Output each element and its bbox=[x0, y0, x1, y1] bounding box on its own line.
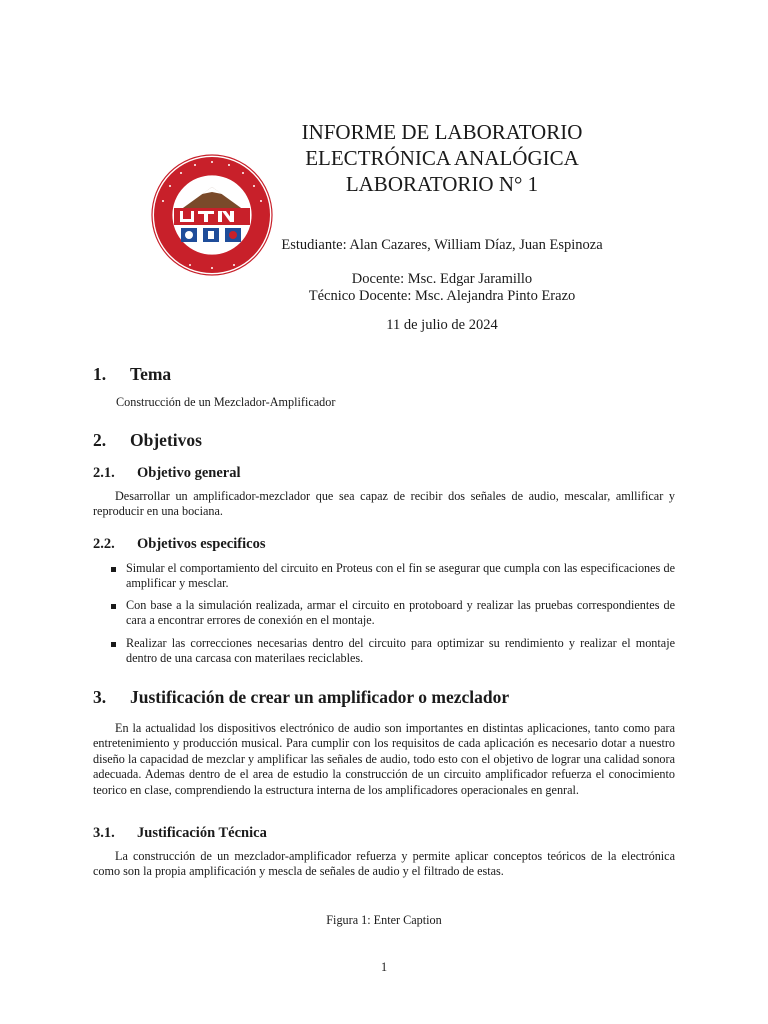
list-item bbox=[111, 598, 675, 629]
section-number: 3. bbox=[93, 687, 107, 707]
page-number: 1 bbox=[380, 960, 388, 974]
list-item bbox=[111, 636, 675, 667]
list-item-text: Con base a la simulación realizada, armar el circuito en protoboard y realizar las pruebas correspondientes de cara a encontrar errores de conexión en el montaje. bbox=[126, 598, 675, 628]
bullet-marker bbox=[111, 642, 116, 647]
section-title: Objetivos bbox=[130, 430, 202, 450]
subsection-2-1-heading bbox=[93, 464, 241, 482]
subsection-2-2-heading bbox=[93, 535, 265, 553]
subsection-number: 2.1. bbox=[93, 465, 115, 481]
subsection-title: Objetivo general bbox=[137, 465, 241, 481]
technical-teacher-line: Técnico Docente: Msc. Alejandra Pinto Erazo bbox=[308, 288, 576, 304]
university-logo bbox=[150, 153, 274, 277]
section-3-body: En la actualidad los dispositivos electrónico de audio son importantes en distintas aplicaciones, tanto como para entretenimiento y producción musical. Para cumplir con los requisitos de cada aplicación es necesario dotar a nuestro diseño la capacidad de mezclar y amplificar las señales de audio, todo esto con el objetivo de lograr una calidad sonora adecuada. Ademas dentro de el area de estudio la construcción de un circuito amplificador refuerza el conocimiento teorico en clase, comprendiendo la estructura interna de los amplificadores operacionales en genral. bbox=[93, 721, 675, 797]
report-title-line-1: INFORME DE LABORATORIO bbox=[301, 120, 583, 144]
section-number: 1. bbox=[93, 364, 107, 384]
date-line: 11 de julio de 2024 bbox=[386, 317, 498, 333]
section-title: Justificación de crear un amplificador o mezclador bbox=[130, 687, 510, 707]
report-title-line-2: ELECTRÓNICA ANALÓGICA bbox=[305, 146, 579, 170]
bullet-marker bbox=[111, 604, 116, 609]
section-1-heading bbox=[93, 363, 171, 385]
list-item bbox=[111, 561, 675, 592]
list-item-text: Simular el comportamiento del circuito en Proteus con el fin se asegurar que cumpla con las especificaciones de amplificar y mesclar. bbox=[126, 561, 675, 591]
section-title: Tema bbox=[130, 364, 172, 384]
subsection-title: Justificación Técnica bbox=[137, 825, 267, 841]
report-title-line-3: LABORATORIO N° 1 bbox=[345, 172, 539, 196]
subsection-title: Objetivos especificos bbox=[137, 536, 266, 552]
section-1-body: Construcción de un Mezclador-Amplificador bbox=[116, 395, 336, 409]
subsection-3-1-heading bbox=[93, 824, 267, 842]
subsection-number: 2.2. bbox=[93, 536, 115, 552]
section-number: 2. bbox=[93, 430, 107, 450]
objective-general-body: Desarrollar un amplificador-mezclador que sea capaz de recibir dos señales de audio, mescalar, amllificar y reproducir en una bociana. bbox=[93, 489, 675, 519]
teacher-line: Docente: Msc. Edgar Jaramillo bbox=[351, 271, 533, 287]
technical-justification-body: La construcción de un mezclador-amplificador refuerza y permite aplicar conceptos teóricos de la electrónica como son la propia amplificación y mescla de señales de audio y el filtrado de estas. bbox=[93, 849, 675, 879]
list-item-text: Realizar las correcciones necesarias dentro del circuito para optimizar su rendimiento y realizar el montaje dentro de una carcasa con materilaes reciclables. bbox=[126, 636, 675, 666]
students-line: Estudiante: Alan Cazares, William Díaz, Juan Espinoza bbox=[281, 237, 603, 253]
figure-caption: Figura 1: Enter Caption bbox=[326, 913, 442, 927]
bullet-marker bbox=[111, 567, 116, 572]
subsection-number: 3.1. bbox=[93, 825, 115, 841]
section-2-heading bbox=[93, 429, 202, 451]
section-3-heading bbox=[93, 686, 509, 708]
